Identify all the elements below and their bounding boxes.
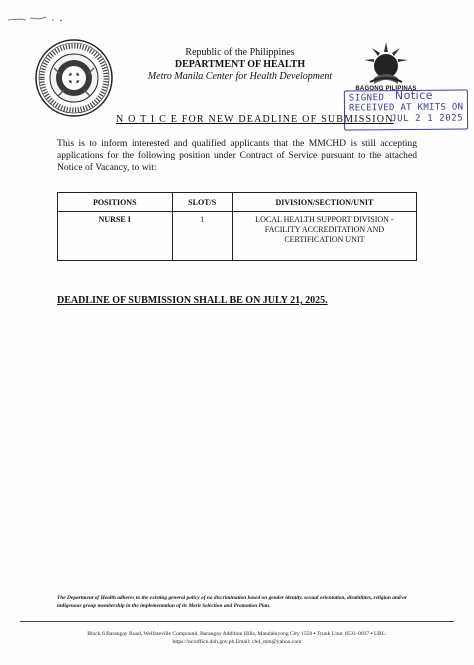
notice-title: N O T I C E FOR NEW DEADLINE OF SUBMISSION	[116, 114, 394, 125]
center-name: Metro Manila Center for Health Development	[147, 71, 333, 82]
footer-address: Block 6 Barangay Road, Welfareville Compound, Barangay Addition Hills, Mandaluyong City 1550 ▪ Trunk Line: 8531-0037 ▪ URL: https://ncroffice.doh.gov.ph Email: chd_mm@yahoo.com	[87, 631, 387, 645]
deadline-statement: DEADLINE OF SUBMISSION SHALL BE ON JULY 21, 2025.	[57, 295, 328, 306]
department-name: DEPARTMENT OF HEALTH	[174, 59, 306, 70]
bagong-pilipinas-logo	[356, 40, 416, 92]
cell-division: LOCAL HEALTH SUPPORT DIVISION - FACILITY ACCREDITATION AND CERTIFICATION UNIT	[232, 212, 416, 261]
letterhead	[130, 47, 350, 83]
header-positions: POSITIONS	[58, 193, 173, 212]
non-discrimination-policy: The Department of Health adheres to the existing general policy of no discrimination based on gender identity, sexual orientation, disabilities, religion and/or indigenous group membership in the implementation of its Merit Selection and Promotion Plan.	[57, 595, 407, 609]
scan-mark	[6, 14, 66, 24]
stamp-signed: SIGNED	[348, 93, 385, 104]
cell-slots: 1	[172, 212, 232, 261]
stamp-date: JUL 2 1 2025	[391, 113, 464, 125]
cell-position: NURSE I	[58, 212, 173, 261]
doh-seal-logo	[34, 38, 114, 118]
header-division: DIVISION/SECTION/UNIT	[232, 193, 416, 212]
header-slots: SLOT/S	[172, 193, 232, 212]
stamp-received-line: RECEIVED AT KMITS ON	[348, 102, 464, 114]
bagong-pilipinas-label: BAGONG PILIPINAS	[355, 86, 417, 92]
intro-paragraph: This is to inform interested and qualified applicants that the MMCHD is still accepting applications for the following position under Contract of Service pursuant to the attached Notice of Vacancy, to wit:	[57, 138, 417, 173]
stamp-handwritten-note: Notice	[394, 88, 434, 103]
republic-line: Republic of the Philippines	[185, 47, 295, 58]
positions-table	[57, 192, 417, 261]
footer-divider	[20, 621, 454, 622]
table-header-row	[58, 193, 417, 212]
table-row	[58, 212, 417, 261]
